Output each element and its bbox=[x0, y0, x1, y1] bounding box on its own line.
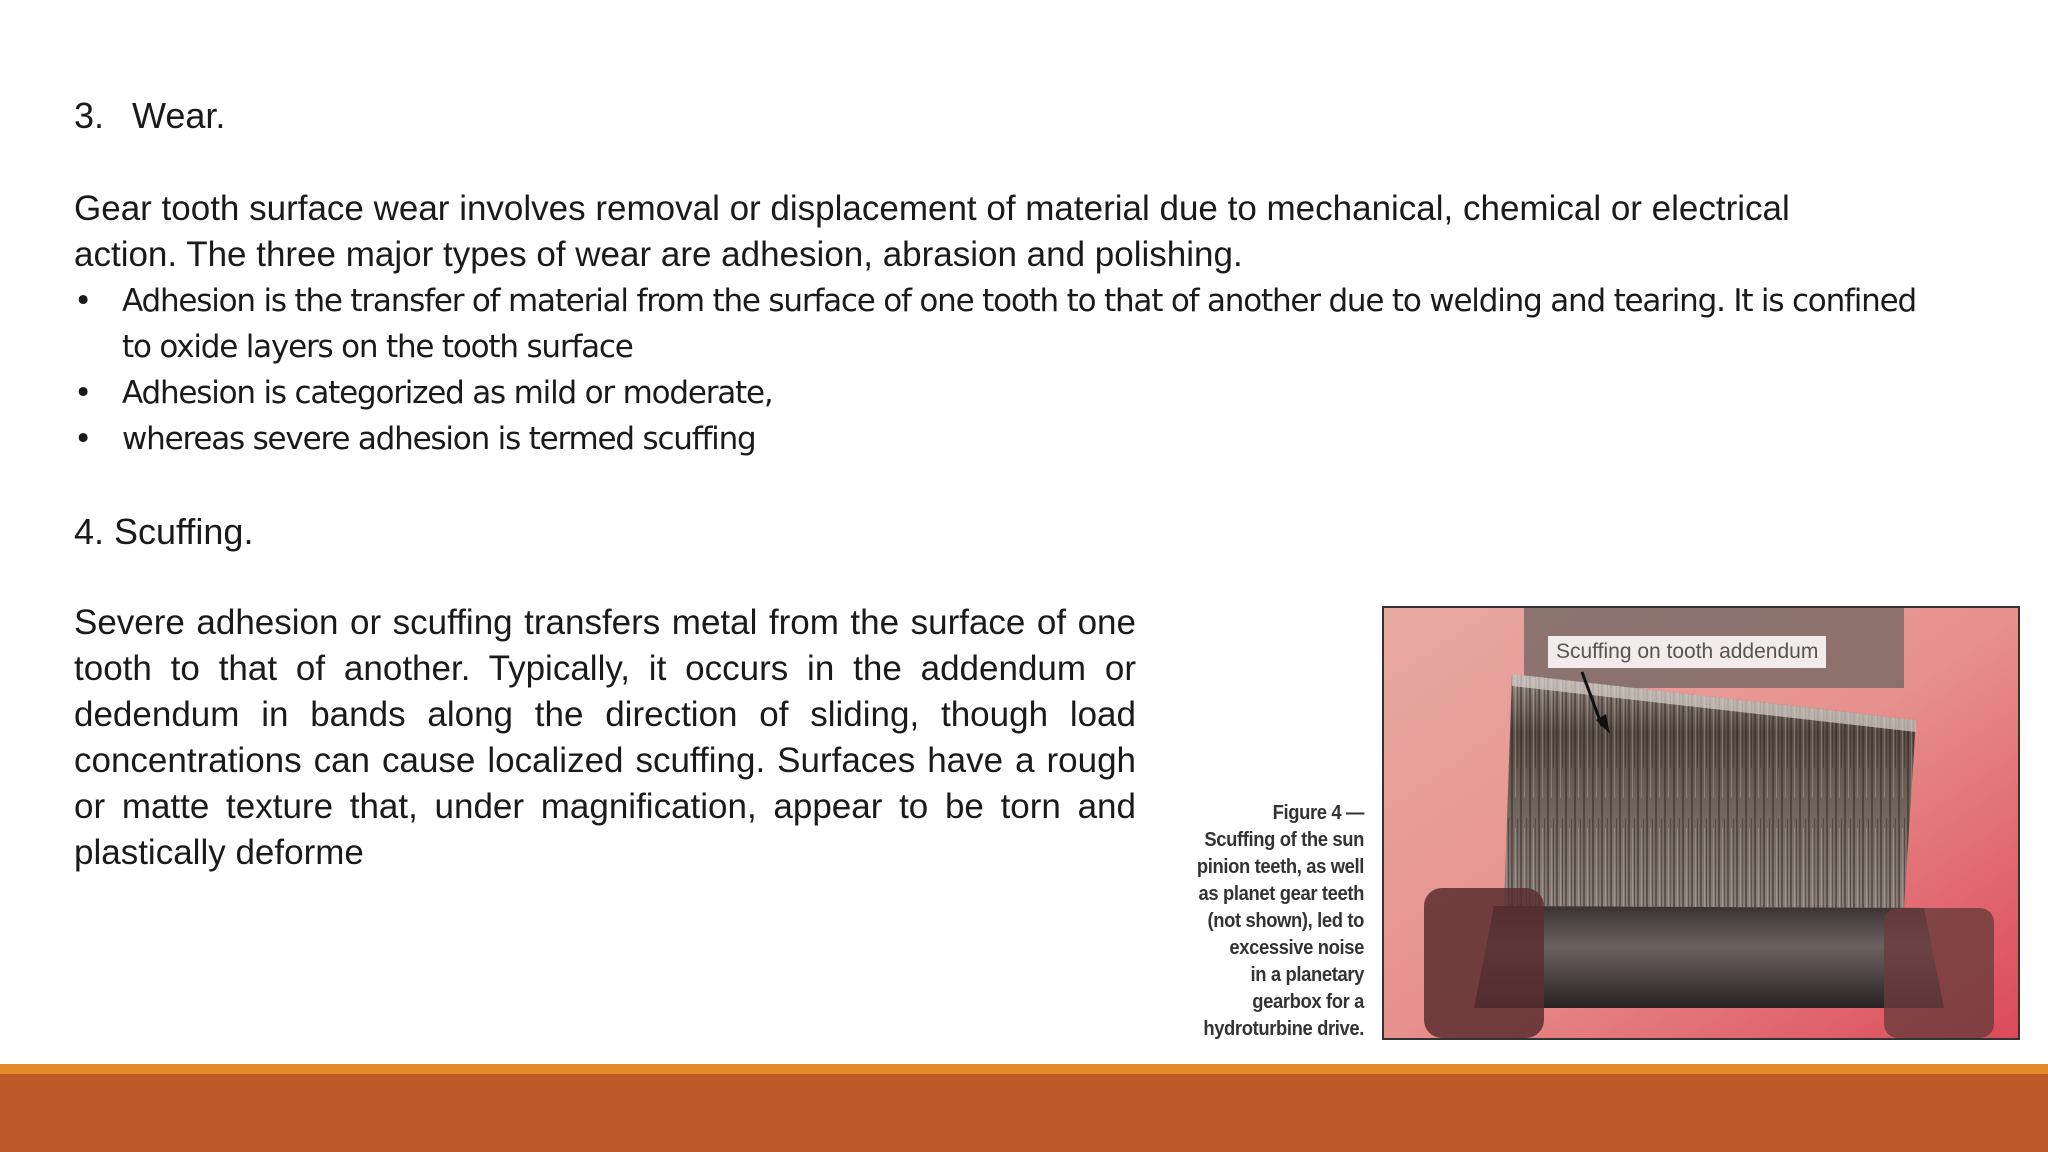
bullet-icon: • bbox=[74, 421, 92, 457]
section-number: 3. bbox=[74, 95, 105, 136]
caption-line: excessive noise bbox=[1229, 937, 1364, 959]
bullet-icon: • bbox=[74, 283, 92, 319]
list-item bbox=[74, 278, 1924, 370]
caption-line: Figure 4 — bbox=[1272, 802, 1364, 824]
list-item bbox=[74, 416, 1924, 462]
wear-paragraph: Gear tooth surface wear involves removal or displacement of material due to mechanical, chemical or electrical action. The three major types of wear are adhesion, abrasion and polishing. bbox=[74, 189, 1790, 274]
bullet-text: Adhesion is the transfer of material from the surface of one tooth to that of another due to welding and tearing. It is confined to oxide layers on the tooth surface bbox=[122, 283, 1916, 365]
footer-bar bbox=[0, 1074, 2048, 1152]
footer-accent-stripe bbox=[0, 1064, 2048, 1074]
caption-line: hydroturbine drive. bbox=[1203, 1018, 1364, 1040]
caption-line: in a planetary bbox=[1250, 964, 1364, 986]
caption-line: Scuffing of the sun bbox=[1204, 829, 1364, 851]
photo-annotation-label: Scuffing on tooth addendum bbox=[1548, 636, 1826, 668]
scuffing-paragraph: Severe adhesion or scuffing transfers metal from the surface of one tooth to that of another. Typically, it occurs in the addendum or dedendum in bands along the direction of sliding, though load concentrations can cause localized scuffing. Surfaces have a rough or matte texture that, under magnification, appear to be torn and plastically deforme bbox=[74, 603, 1136, 872]
list-item bbox=[74, 370, 1924, 416]
section-heading-wear bbox=[74, 94, 225, 138]
gear-tooth-image bbox=[1384, 608, 2018, 1038]
gear-scuffing-photo bbox=[1382, 606, 2020, 1040]
section-title: Wear. bbox=[132, 95, 226, 136]
section-heading-scuffing: 4. Scuffing. bbox=[74, 511, 254, 552]
caption-line: pinion teeth, as well bbox=[1196, 856, 1364, 878]
figure-caption bbox=[1167, 800, 1364, 1043]
caption-line: (not shown), led to bbox=[1207, 910, 1364, 932]
caption-line: as planet gear teeth bbox=[1198, 883, 1364, 905]
bullet-text: whereas severe adhesion is termed scuffing bbox=[122, 421, 756, 457]
bullet-text: Adhesion is categorized as mild or moderate, bbox=[122, 375, 773, 411]
caption-line: gearbox for a bbox=[1252, 991, 1364, 1013]
bullet-icon: • bbox=[74, 375, 92, 411]
wear-bullet-list bbox=[74, 278, 1924, 462]
